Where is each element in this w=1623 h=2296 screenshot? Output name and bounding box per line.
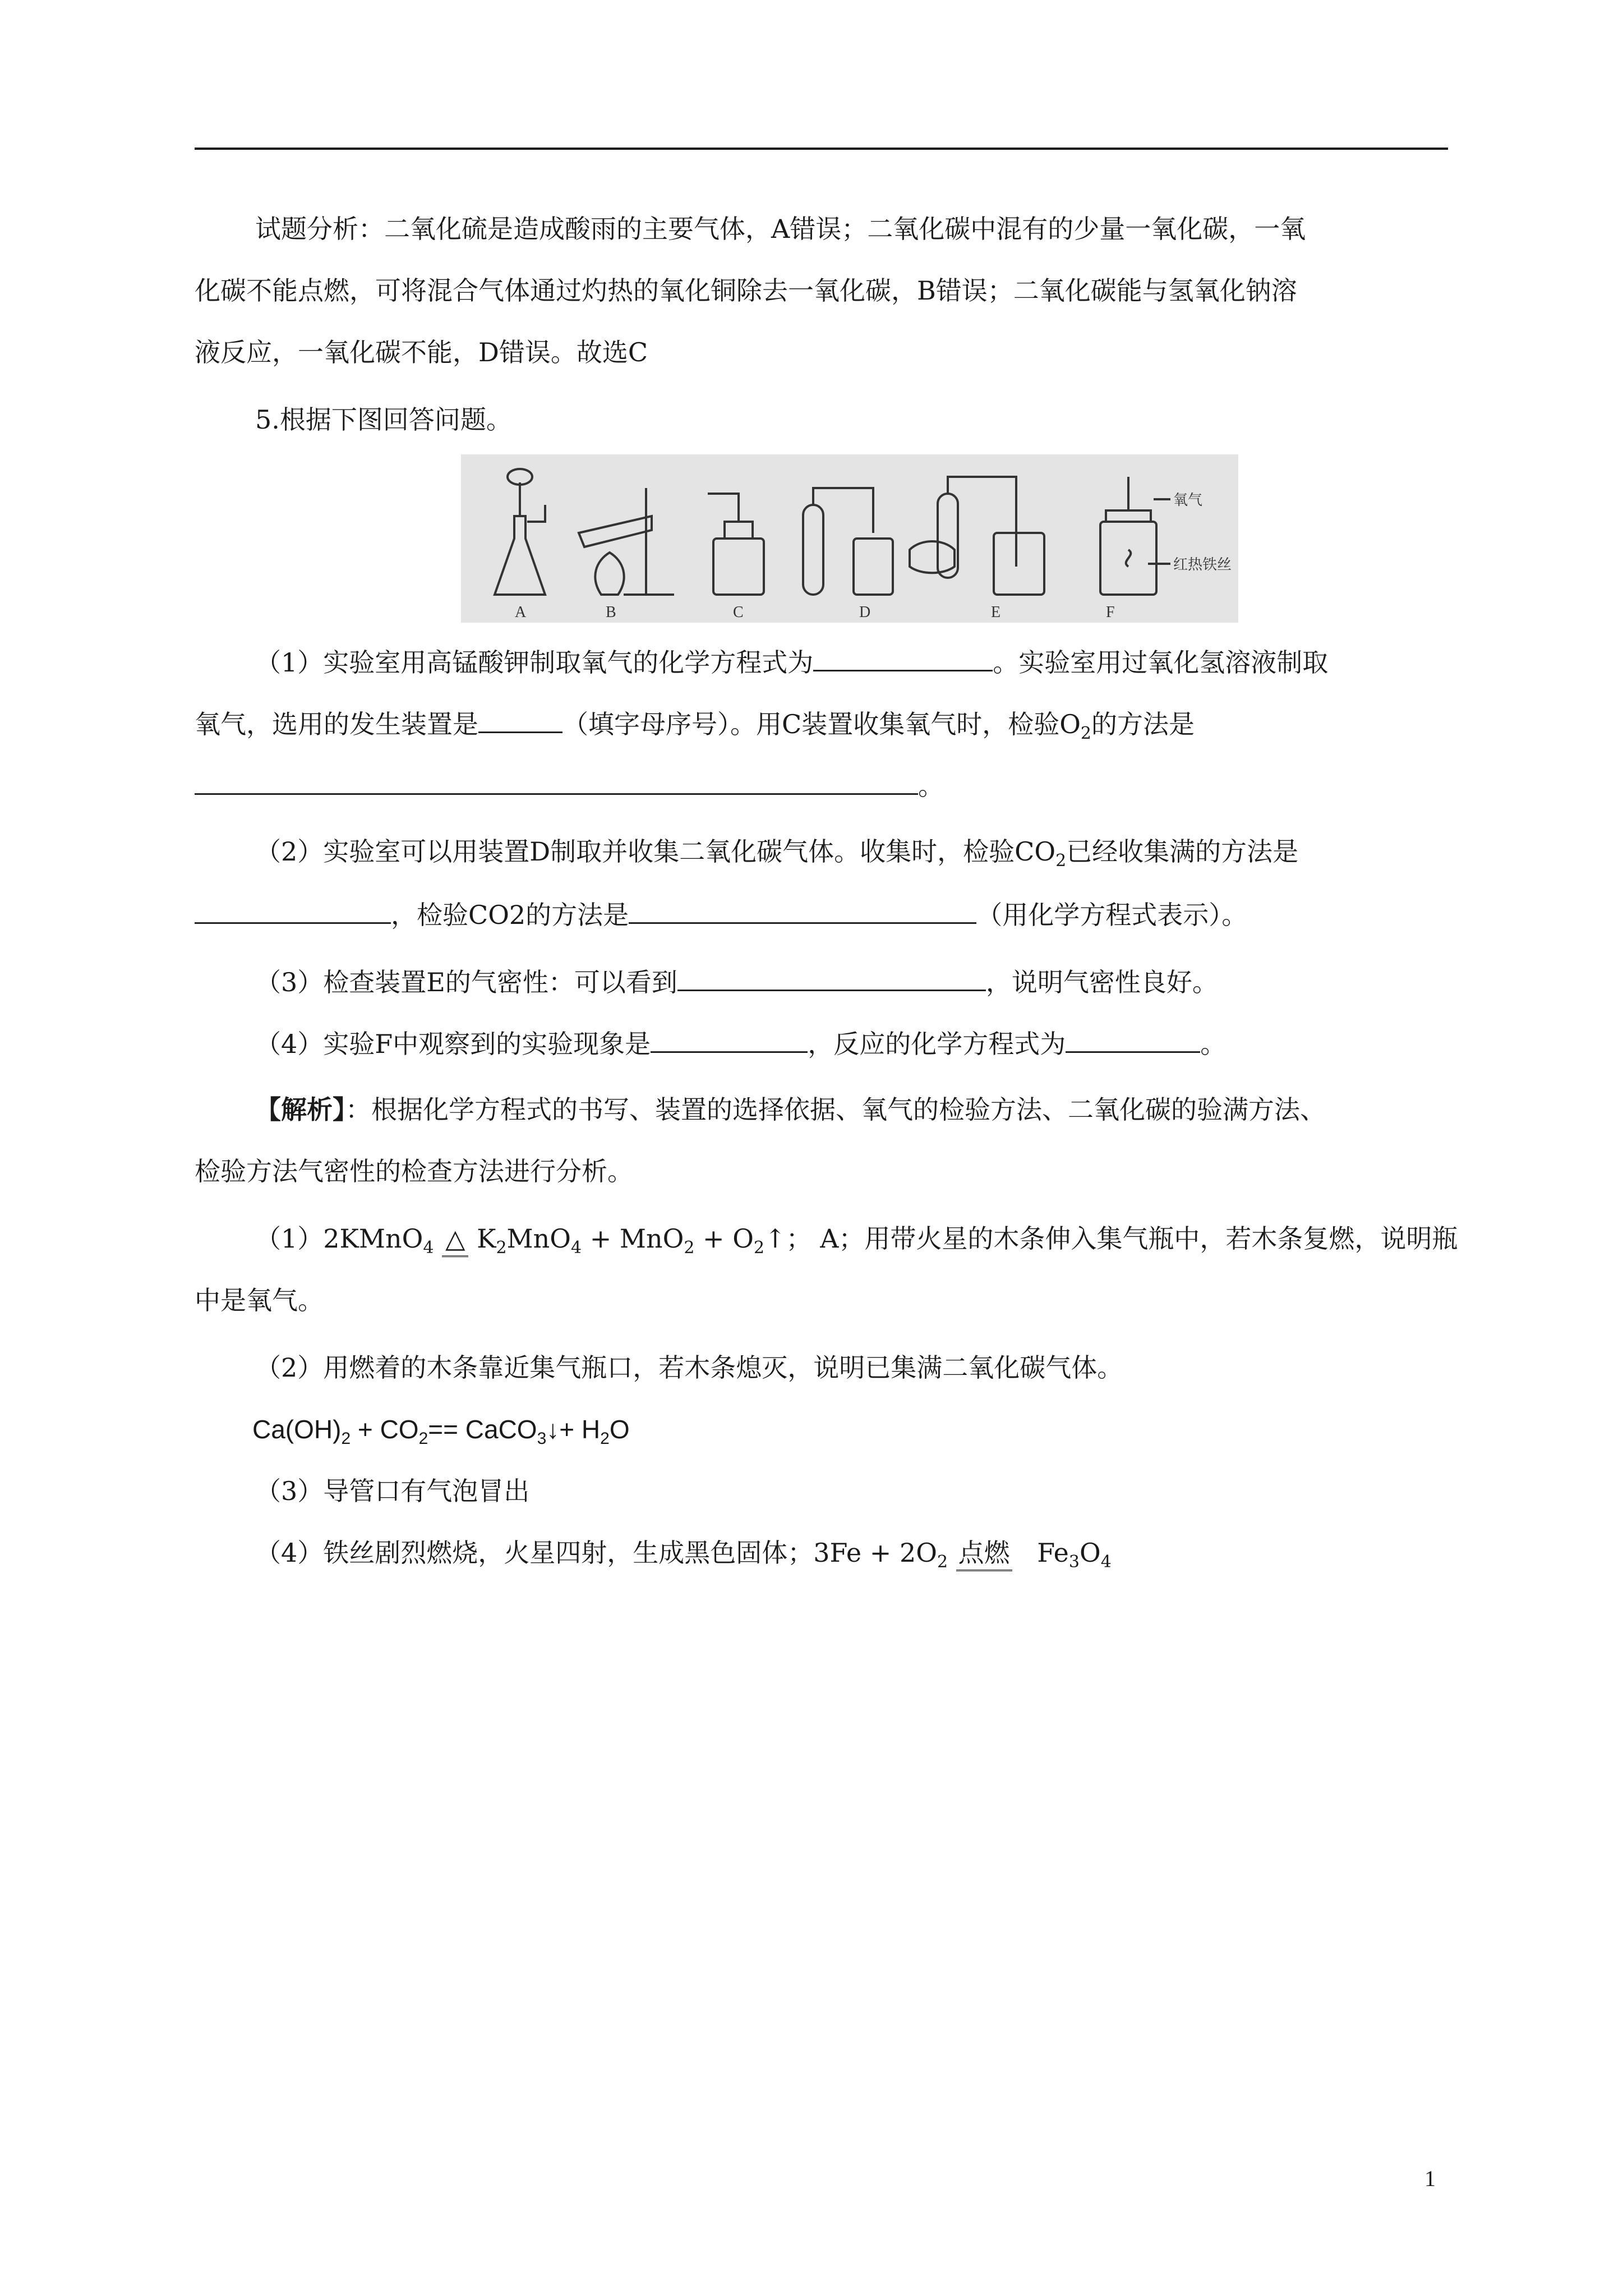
- ignition-condition: 点燃: [956, 1536, 1012, 1571]
- fig-label-d: D: [859, 604, 871, 621]
- analysis-line-1: 试题分析：二氧化硫是造成酸雨的主要气体，A错误；二氧化碳中混有的少量一氧化碳，一氧: [255, 214, 1306, 244]
- q1-line-1: （1）实验室用高锰酸钾制取氧气的化学方程式为 。实验室用过氧化氢溶液制取: [255, 644, 1328, 679]
- answer-1-line-1: （1）2KMnO$_4$ △ $K_2MnO_4 + MnO_2$ + $O_2↑$； A；用带火星的木条伸入集气瓶中，若木条复燃，说明瓶: [255, 1222, 1458, 1257]
- page-number: 1: [1424, 2166, 1436, 2191]
- fig-label-a: A: [515, 604, 527, 621]
- answer-3: （3）导管口有气泡冒出: [255, 1476, 530, 1506]
- heat-condition: △: [442, 1222, 468, 1257]
- fig-annotation-iron-wire: 红热铁丝: [1173, 556, 1232, 573]
- answer-4: （4）铁丝剧烈燃烧，火星四射，生成黑色固体；$3Fe + 2O_2$ 点燃 $Fe_3O_4$: [255, 1536, 1112, 1571]
- fig-label-c: C: [733, 604, 744, 621]
- solution-intro-1: 【解析】：根据化学方程式的书写、装置的选择依据、氧气的检验方法、二氧化碳的验满方法、: [255, 1094, 1326, 1125]
- header-rule: [195, 148, 1448, 150]
- q2-line-2: ，检验CO2的方法是 （用化学方程式表示）。: [195, 896, 1247, 932]
- solution-label: 【解析】: [255, 1094, 345, 1125]
- q3-line: （3）检查装置E的气密性：可以看到 ，说明气密性良好。: [255, 964, 1218, 999]
- answer-2: （2）用燃着的木条靠近集气瓶口，若木条熄灭，说明已集满二氧化碳气体。: [255, 1352, 1123, 1383]
- q2-line-1: （2）实验室可以用装置D制取并收集二氧化碳气体。收集时，检验$CO_2$已经收集满的方法是: [255, 836, 1299, 871]
- solution-intro-2: 检验方法气密性的检查方法进行分析。: [195, 1156, 633, 1186]
- question-title: 5.根据下图回答问题。: [255, 404, 512, 435]
- analysis-line-3: 液反应，一氧化碳不能，D错误。故选C: [195, 337, 648, 367]
- q1-line-3: 。: [195, 767, 944, 803]
- fig-label-e: E: [991, 604, 1001, 621]
- fig-label-f: F: [1106, 604, 1115, 621]
- fig-label-b: B: [606, 604, 616, 621]
- analysis-line-2: 化碳不能点燃，可将混合气体通过灼热的氧化铜除去一氧化碳，B错误；二氧化碳能与氢氧化钠溶: [195, 275, 1297, 306]
- q1-line-2: 氧气，选用的发生装置是 （填字母序号）。用C装置收集氧气时，检验$O_2$的方法是: [195, 706, 1195, 741]
- answer-2-equation: $Ca(OH)_2 + CO_2==$ CaCO$_3$↓+ $H_2O$: [252, 1415, 630, 1448]
- fig-annotation-oxygen: 氧气: [1173, 492, 1203, 509]
- apparatus-figure: [461, 454, 1238, 623]
- q4-line: （4）实验F中观察到的实验现象是 ，反应的化学方程式为 。: [255, 1025, 1226, 1061]
- answer-1-line-2: 中是氧气。: [195, 1285, 324, 1315]
